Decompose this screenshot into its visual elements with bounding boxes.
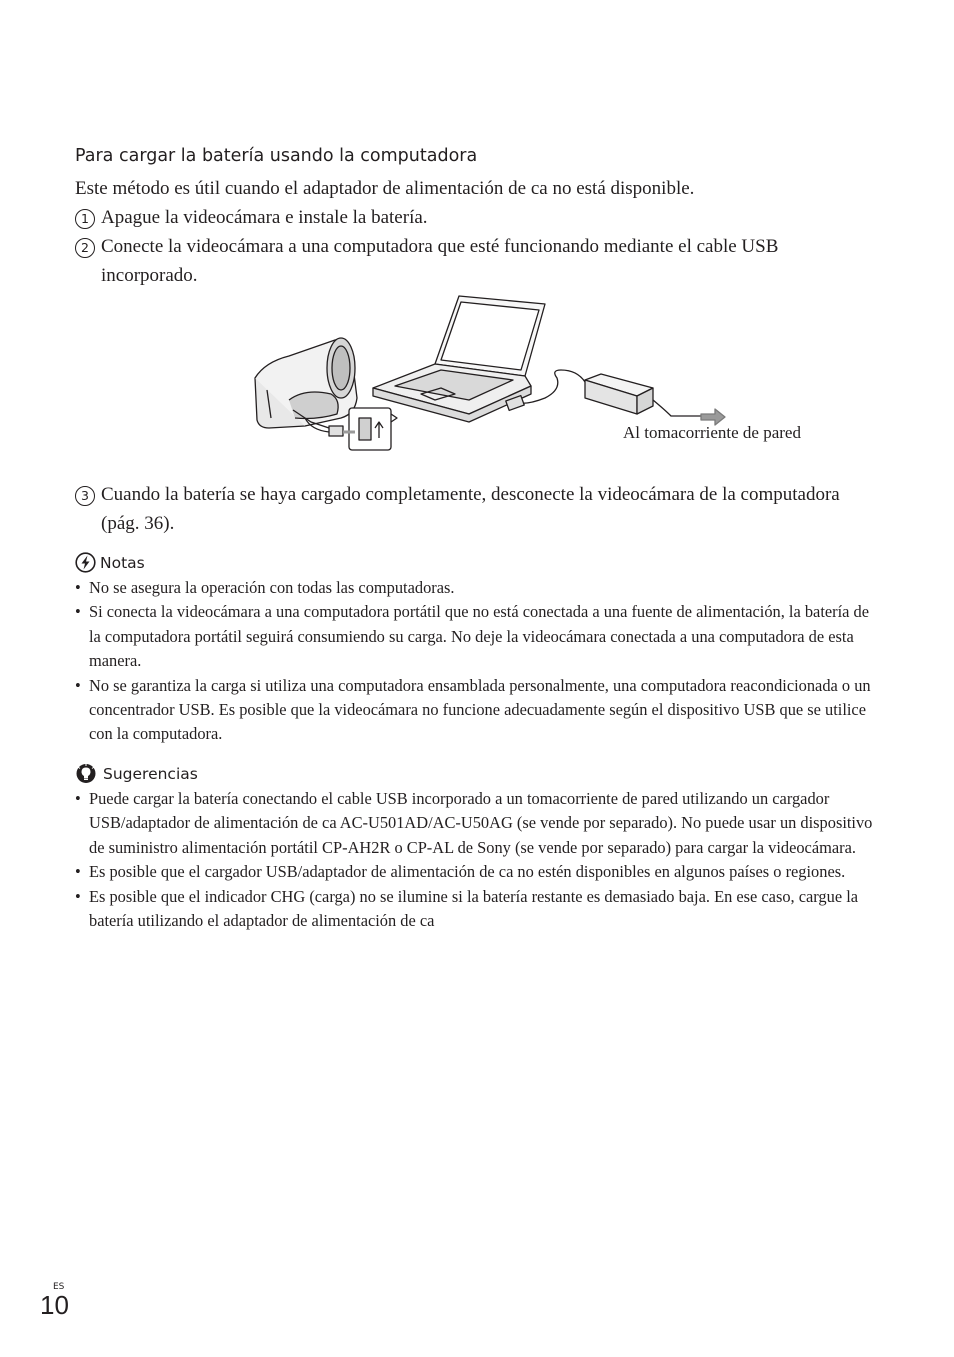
notes-list bbox=[75, 576, 875, 747]
list-item: • Puede cargar la batería conectando el cable USB incorporado a un tomacorriente de pared utilizando un cargador USB/adaptador de alimentación de ca AC-U501AD/AC-U50AG (se vende por separado). No puede usar un dispositivo de suministro alimentación portátil CP-AH2R o CP-AL de Sony (se vende por separado) para cargar la videocámara. bbox=[75, 787, 875, 860]
step-1 bbox=[75, 204, 861, 233]
warning-bolt-icon bbox=[75, 552, 96, 573]
step-text-2: Conecte la videocámara a una computadora que esté funcionando mediante el cable USB incorporado. bbox=[101, 236, 779, 286]
notes-heading bbox=[75, 552, 145, 573]
tips-list bbox=[75, 787, 875, 933]
list-item: • No se garantiza la carga si utiliza una computadora ensamblada personalmente, una computadora reacondicionada o un concentrador USB. Es posible que la videocámara no funcione adecuadamente según el dispositivo USB que se utilice con la computadora. bbox=[75, 674, 875, 747]
step-number-3: 3 bbox=[75, 486, 95, 506]
section-heading: Para cargar la batería usando la computadora bbox=[75, 146, 478, 166]
usb-port-callout bbox=[349, 408, 397, 450]
list-item: • No se asegura la operación con todas las computadoras. bbox=[75, 576, 875, 600]
tips-heading bbox=[75, 763, 198, 784]
page-number: 10 bbox=[40, 1290, 69, 1320]
step-number-2: 2 bbox=[75, 238, 95, 258]
step-3 bbox=[75, 481, 861, 538]
page-language: ES bbox=[53, 1282, 65, 1292]
intro-text: Este método es útil cuando el adaptador de alimentación de ca no está disponible. bbox=[75, 178, 695, 199]
ac-adapter-illustration bbox=[585, 374, 701, 416]
list-item: • Es posible que el cargador USB/adaptador de alimentación de ca no estén disponibles en algunos países o regiones. bbox=[75, 860, 875, 884]
step-2 bbox=[75, 233, 861, 290]
tips-heading-label: Sugerencias bbox=[103, 764, 198, 783]
camcorder-illustration bbox=[255, 338, 357, 430]
wall-outlet-label: Al tomacorriente de pared bbox=[623, 423, 801, 442]
list-item: • Si conecta la videocámara a una computadora portátil que no está conectada a una fuente de alimentación, la batería de la computadora portátil seguirá consumiendo su carga. No deje la videocámara conectada a una computadora de esta manera. bbox=[75, 600, 875, 673]
step-text-1: Apague la videocámara e instale la batería. bbox=[101, 207, 428, 228]
list-item: • Es posible que el indicador CHG (carga) no se ilumine si la batería restante es demasiado baja. En ese caso, cargue la batería utilizando el adaptador de alimentación de ca bbox=[75, 885, 875, 934]
step-number-1: 1 bbox=[75, 209, 95, 229]
notes-heading-label: Notas bbox=[100, 553, 145, 572]
step-text-3: Cuando la batería se haya cargado completamente, desconecte la videocámara de la computadora (pág. 36). bbox=[101, 484, 840, 534]
lightbulb-icon bbox=[75, 763, 99, 784]
